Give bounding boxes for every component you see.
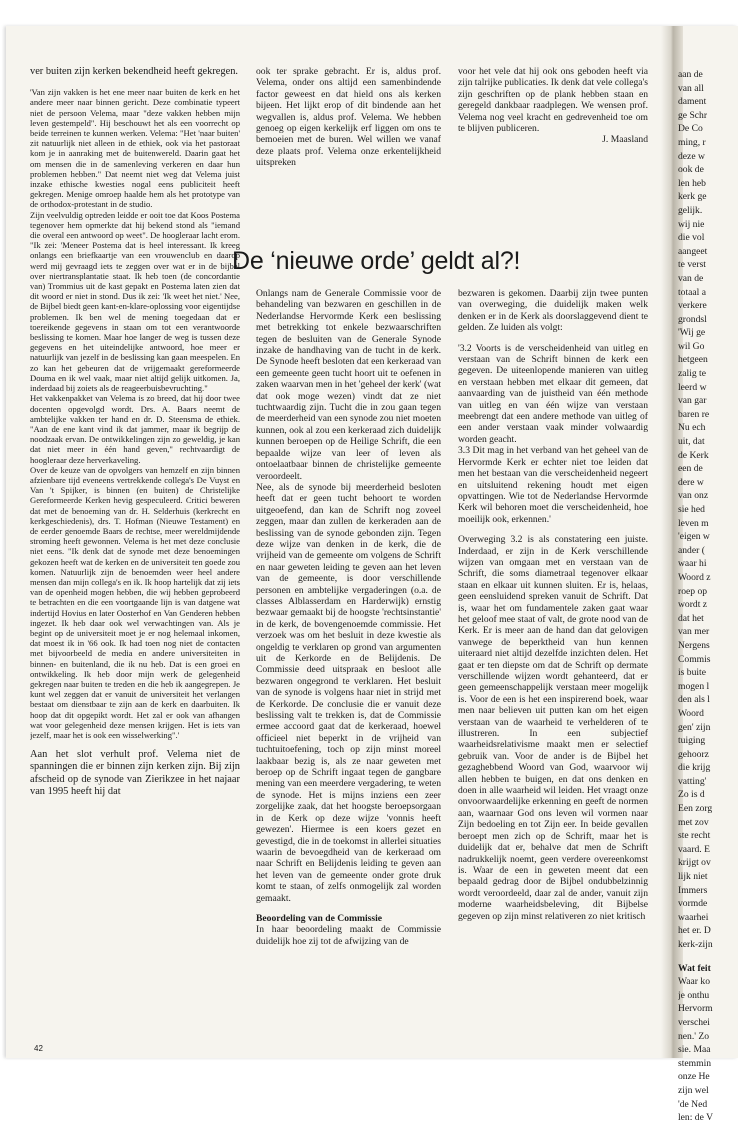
facing-page-line: grondsl	[678, 313, 707, 325]
facing-page-line: ste recht	[678, 830, 711, 842]
quote-paragraph: Zijn veelvuldig optreden leidde er ooit toe dat Koos Postema tegenover hem opmerkte dat hij bekend stond als "iemand die overal een antwoord op weet". De hoogleraar lacht erom. "Ik zei: 'Meneer Postema dat is heel interessant. Ik kreeg onlangs een briefkaartje van een vrouwenclub en daarop werd mij gevraagd iets te zeggen over wat er in de bijbel over niertransplantatie staat. Ik heb toen (de concordantie van) Trommius uit de kast gepakt en Postema laten zien dat dit woord er niet in stond. Dus ik zei: 'Ik weet het niet.' Nee, de Bijbel biedt geen kant-en-klare-oplossing voor eigentijdse problemen. Ik ben wel de mening toegedaan dat er toereikende gegevens in staan om tot een verantwoorde beslissing te komen. Maar hoe langer de weg is tussen deze gegevens en het uiteindelijke antwoord, hoe meer er natuurlijk van jezelf in de beslissing kan gaan meespelen. En zo kan het gebeuren dat de vrijgemaakt gereformeerde Douma en ik wel vaak, maar niet altijd gelijk uitkomen. Ja, inderdaad bij zoiets als de reageerbuisbevruchting."	[30, 209, 240, 394]
facing-page-line: lijk niet	[678, 871, 708, 883]
facing-page-line: van de	[678, 272, 704, 284]
facing-page-line: de Kerk	[678, 449, 709, 461]
quoted-consideration: 3.3 Dit mag in het verband van het geheel van de Hervormde Kerk er echter niet toe leiden dat men het bestaan van die verscheidenheid negeert en uitsluitend rekening houdt met eigen opvattingen. Wie tot de Nederlandse Hervormde Kerk wil behoren moet die verscheidenheid, hoe moeilijk ook, erkennen.'	[458, 445, 648, 525]
facing-page-fragments-after	[678, 975, 738, 1125]
facing-page-line: zijn wel	[678, 1084, 709, 1096]
facing-page-line: Nu ech	[678, 422, 706, 434]
facing-page-line: De Co	[678, 123, 703, 135]
facing-page-line: kerk-zijn	[678, 939, 713, 950]
facing-page-line: wil Go	[678, 340, 705, 352]
facing-page-line: van gar	[678, 395, 707, 407]
facing-page-line: een de	[678, 463, 703, 475]
facing-page-line: 'eigen w	[678, 531, 710, 543]
facing-page-line: len heb	[678, 177, 706, 189]
facing-page-line: ook de	[678, 164, 704, 176]
facing-page-line: van all	[678, 82, 704, 94]
facing-page-line: gelijk.	[678, 204, 703, 216]
facing-page-line: Hervorm	[678, 1003, 713, 1015]
column-3-top-text: voor het vele dat hij ook ons geboden heeft via zijn talrijke publicaties. Ik denk dat vele collega's zijn geschriften op de plank hebben staan en geregeld dankbaar raadplegen. We wensen prof. Velema nog veel kracht en gedrevenheid toe om te blijven publiceren.	[458, 66, 648, 135]
facing-page-line: len: de V	[678, 1112, 713, 1124]
column-2-top-text: ook ter sprake gebracht. Er is, aldus prof. Velema, onder ons altijd een samenbindende factor geweest en dat hield ons als kerken bijeen. Het lijkt erop of dit bindende aan het wegvallen is, aldus prof. Velema. We hebben genoeg op eigen kerkelijk erf liggen om ons te bemoeien met de buren. Wel willen we vanaf deze plaats prof. Velema onze erkentelijkheid uitspreken	[256, 66, 441, 169]
facing-page-line: Waar ko	[678, 976, 710, 988]
facing-page-line: aangeet	[678, 245, 708, 257]
facing-page-line: baren re	[678, 408, 710, 420]
facing-page-line: ming, r	[678, 136, 706, 148]
facing-page-line: leven m	[678, 517, 709, 529]
page-number: 42	[34, 1044, 43, 1053]
facing-page-line: verkere	[678, 300, 707, 312]
facing-page-line: dat het	[678, 612, 704, 624]
facing-page-line: dament	[678, 96, 707, 108]
facing-page-line: van onz	[678, 490, 709, 502]
column-1	[30, 66, 240, 1041]
column-2	[256, 288, 441, 1033]
facing-page-heading: Wat feit	[678, 962, 711, 974]
facing-page-line: krijgt ov	[678, 857, 711, 869]
facing-page-line: Nergens	[678, 639, 710, 651]
facing-page-line: Immers	[678, 884, 708, 896]
article-paragraph: Overweging 3.2 is als constatering een juiste. Inderdaad, er zijn in de Kerk verschillende wijzen van omgaan met en verstaan van de Schrift, die soms diametraal tegenover elkaar staan en elkaar uit kunnen sluiten. Er is, helaas, geen eensluidend spreken vanuit de Schrift. Dat is, waar het om fundamentele zaken gaat waar het geloof mee staat of valt, de grote nood van de Kerk. Er is meer aan de hand dan dat gelovigen vanwege de beperktheid van hun kennen uiteraard niet altijd dezelfde inzichten delen. Het gaat er ten diepste om dat de Schrift op dermate verschillende wijzen wordt gehanteerd, dat er geen gemeenschappelijk verstaan meer mogelijk is. Voor de een is het een inspirerend boek, waar men naar believen uit putten kan om het eigen verstaan van de waarheid te verhelderen of te illustreren. In een subjectief waarheidsrelativisme maakt men er selectief gebruik van. Voor de ander is de Bijbel het gezaghebbend Woord van God, waarvoor wij allen hebben te buigen, en dat ons denken en doen in alle waarheid wil leiden. Het vraagt onze onvoorwaardelijke erkenning en geeft de normen aan, waarnaar God ons leven wil vormen naar Zijn bedoeling en tot Zijn eer. In beide gevallen beroept men zich op de Schrift, maar het is duidelijk dat er, behalve dat men de Schrift nadrukkelijk noemt, geen verdere overeenkomst is. Waar de een in geweten meent dat een bepaald gedrag door de Bijbel ondubbelzinnig wordt veroordeeld, daar zal de ander, vanuit zijn moderne waarheidsbeleving, dit Bijbelse gegeven op zijn minst relativeren zo niet kritisch	[458, 534, 648, 922]
facing-page-line: Commis	[678, 653, 711, 665]
facing-page-line: het er. D	[678, 925, 711, 937]
facing-page-line: je onthu	[678, 989, 710, 1001]
facing-page-line: den als l	[678, 694, 710, 706]
facing-page-line: is buite	[678, 667, 706, 679]
facing-page-line: 'Wij ge	[678, 327, 706, 339]
column-1-lead: ver buiten zijn kerken bekendheid heeft gekregen.	[30, 66, 239, 77]
facing-page-line: sie hed	[678, 504, 705, 515]
facing-page-line: Een zorg	[678, 803, 713, 815]
facing-page-line: tuiging	[678, 735, 706, 747]
facing-page-line: aan de	[678, 69, 703, 80]
facing-page-line: vormde	[678, 898, 708, 910]
quoted-consideration: '3.2 Voorts is de verscheidenheid van uitleg en verstaan van de Schrift binnen de kerk een gegeven. De uiteenlopende manieren van uitleg en verstaan hebben met elkaar dit gemeen, dat aanvaarding van de juistheid van één methode van uitleg en van één wijze van verstaan meebrengt dat een andere methode van uitleg of een ander verstaan vaak minder volwaardig worden geacht.	[458, 342, 648, 445]
quote-paragraph: Het vakkenpakket van Velema is zo breed, dat hij door twee docenten opgevolgd wordt. Drs. A. Baars neemt de ambtelijke vakken ter hand en dr. D. Steensma de ethiek. "Aan de ene kant vind ik dat jammer, maar ik begrijp de noodzaak ervan. De ontwikkelingen zijn zo geweldig, je kan dat niet meer in één hand geven," rechtvaardigt de hoogleraar deze herverkaveling.	[30, 393, 240, 465]
section-subheading: Beoordeling van de Commissie	[256, 912, 383, 924]
facing-page-line: waarhei	[678, 911, 709, 923]
article-paragraph: In haar beoordeling maakt de Commissie duidelijk hoe zij tot de afwijzing van de	[256, 924, 441, 947]
facing-page-line: vatting'	[678, 775, 707, 787]
facing-page-line: wordt z	[678, 599, 708, 611]
article-headline: De ‘nieuwe orde’ geldt al?!	[232, 247, 521, 275]
facing-page-line: deze w	[678, 150, 705, 162]
facing-page-column	[678, 68, 738, 1125]
quote-paragraph: 'Van zijn vakken is het ene meer naar buiten de kerk en het andere meer naar binnen gericht. Deze combinatie typeert niet de persoon Velema, maar "deze vakken hebben mijn leven gestempeld". Hij beschouwt het als een voorrecht op beide terreinen te kunnen werken. Velema: "Het 'naar buiten' zit natuurlijk niet alleen in de ethiek, ook via het pastoraat kom je in aanraking met de buitenwereld. Daarin gaat het om mensen die in de samenleving verkeren en daar hun problemen hebben." Dat neemt niet weg dat Velema juist inzake ethische kwesties nogal eens publiciteit heeft gekregen. Menige omroep haalde hem als het prototype van de orthodox-protestant in de studio.	[30, 87, 240, 210]
facing-page-line: stemmin	[678, 1057, 712, 1069]
facing-page-line: uit, dat	[678, 436, 705, 448]
facing-page-line: kerk ge	[678, 191, 707, 203]
column-3-top	[458, 66, 648, 236]
facing-page-line: roep op	[678, 585, 708, 597]
quote-paragraph: Over de keuze van de opvolgers van hemzelf en zijn binnen afzienbare tijd eveneens vertrekkende collega's De Vuyst en Van 't Spijker, is binnen (en buiten) de Christelijke Gereformeerde Kerken hevig gespeculeerd. Critici beweren dat met de benoeming van dr. H. Selderhuis (kerkrecht en kerkgeschiedenis), drs. T. Hofman (Nieuwe Testament) en de eerder genoemde Baars de rechtse, meer wereldmijdende stroming heeft gewonnen. Velema is het met deze conclusie niet eens. "Ik denk dat de synode met deze benoemingen gekozen heeft wat de kerken en de universiteit ten goede zou komen. Natuurlijk zijn de benoemden weer heel andere mensen dan mijn collega's en ik. Ik hoop hartelijk dat zij iets van de openheid mogen hebben, die wij hebben geprobeerd te betrachten en die een voortgaande lijn is van datgene wat indertijd Hovius en later Oosterhof en Van Genderen hebben ingezet. Ik heb daar ook wel verwachtingen van. Als je begint op de universiteit moet je er nog helemaal inkomen, dat moest ik in '66 ook. Ik had toen nog niet de contacten met bijvoorbeeld de media en andere universiteiten in binnen- en buitenland, die ik nu heb. Dat is een groei en ontwikkeling. Ik heb door mijn werk de gelegenheid gekregen naar buiten te treden en die heb ik aangegrepen. Je kunt wel zeggen dat er vanuit de universiteit het verlangen bestaat om dienstbaar te zijn aan de kerk en daarbuiten. Ik hoop dat dit opgepikt wordt. Het zal er ook van afhangen wat voor gelegenheid deze mensen krijgen. Het is iets van jezelf, maar het is ook een wisselwerking".'	[30, 464, 240, 740]
column-3	[458, 288, 648, 1033]
facing-page-line: waar hi	[678, 558, 707, 570]
facing-page-line: gehoorz	[678, 748, 709, 760]
facing-page-line: vaard. E	[678, 843, 710, 855]
facing-page-line: onze He	[678, 1071, 710, 1083]
facing-page-line: mogen l	[678, 680, 710, 692]
facing-page-line: leerd w	[678, 381, 707, 393]
facing-page-line: sie. Maa	[678, 1044, 711, 1056]
closing-paragraph: Aan het slot verhult prof. Velema niet de spanningen die er binnen zijn kerken zijn. Bij zijn afscheid op de synode van Zierikzee in het najaar van 1995 heeft hij dat	[30, 749, 240, 797]
facing-page-line: gen' zijn	[678, 721, 711, 733]
article-paragraph: bezwaren is gekomen. Daarbij zijn twee punten van overweging, die duidelijk maken welk denken er in de Kerk als doorslaggevend dient te gelden. Ze luiden als volgt:	[458, 288, 648, 334]
facing-page-line: verschei	[678, 1016, 710, 1028]
article-paragraph: Nee, als de synode bij meerderheid besloten heeft dat er geen tucht behoort te worden uitgeoefend, dan kan de Schrift nog zoveel zeggen, maar dan zullen de kerkeraden aan de beslissing van de synode gebonden zijn. Tegen deze wijze van denken in de kerk, die de vrijheid van de gemeente om volgens de Schrift en naar geweten leiding te geven aan het leven van de gemeente, is door verschillende personen en ambtelijke vergaderingen (o.a. de classes Alblasserdam en Harderwijk) ernstig bezwaar gemaakt bij de hoogste 'rechtsinstantie' in de kerk, de bovengenoemde commissie. Het verzoek was om het besluit in deze kwestie als ongeldig te verklaren op grond van argumenten uit de Kerkorde en de Belijdenis. De Commissie deed uitspraak en besloot alle bezwaren ongegrond te verklaren. Het besluit van de synode is volgens haar niet in strijd met de Kerkorde. De conclusie die er vanuit deze beslissing valt te trekken is, dat de Commissie ermee accoord gaat dat de kerkeraad, hoewel officieel niet beperkt in de vrijheid van tuchtuitoefening, toch op zijn minst moreel laakbaar bezig is, als ze naar geweten met beroep op de Schrift ingaat tegen de gangbare mening van een meerdere vergadering, te weten de synode. Het is mijns inziens een zeer zorgelijke zaak, dat het hoogste beroepsorgaan in de Kerk op deze wijze 'vonnis heeft gewezen'. Hiermee is een koers gezet en gevestigd, die in de toekomst in allerlei situaties waarin de bevoegdheid van de kerkeraad om naar Schrift en Belijdenis leiding te geven aan het leven van de gemeente onder grote druk komt te staan, of zelfs onmogelijk zal worden gemaakt.	[256, 481, 441, 904]
magazine-page	[6, 26, 738, 1058]
facing-page-line: die krijg	[678, 762, 711, 774]
facing-page-line: Woord	[678, 707, 704, 719]
facing-page-line: nen.' Zo	[678, 1030, 710, 1042]
facing-page-line: die vol	[678, 232, 705, 244]
column-2-top	[256, 66, 441, 206]
facing-page-line: dere w	[678, 476, 704, 488]
facing-page-line: wij nie	[678, 218, 705, 230]
facing-page-fragments	[678, 68, 738, 952]
facing-page-line: Zo is d	[678, 789, 705, 801]
facing-page-line: hetgeen	[678, 354, 708, 366]
article-paragraph: Onlangs nam de Generale Commissie voor de behandeling van bezwaren en geschillen in de Nederlandse Hervormde Kerk een beslissing met betrekking tot enkele bezwaarschriften tegen de besluiten van de Generale Synode inzake de handhaving van de tucht in de kerk. De Synode heeft besloten dat een kerkeraad van een gemeente geen tucht hoort uit te oefenen in zaken waarvan men in het 'geheel der kerk' (wat dat ook moge wezen) vindt dat ze niet tuchtwaardig zijn. Tucht die in zou gaan tegen de meerderheid van een synode zou niet moeten kunnen, ook al zou een kerkeraad zich duidelijk kunnen beroepen op de Heilige Schrift, die een bepaalde wijze van leer of leven als ontoelaatbaar binnen de christelijke gemeente veroordeelt.	[256, 288, 441, 482]
facing-page-line: Woord z	[678, 571, 711, 583]
facing-page-line: 'de Ned	[678, 1098, 708, 1110]
facing-page-line: ge Schr	[678, 109, 708, 121]
facing-page-line: met zov	[678, 816, 709, 828]
facing-page-line: van mer	[678, 626, 710, 638]
author-signature: J. Maasland	[602, 134, 648, 146]
facing-page-line: te verst	[678, 259, 706, 271]
facing-page-line: ander (	[678, 544, 705, 556]
facing-page-line: totaal a	[678, 286, 706, 298]
facing-page-line: zalig te	[678, 368, 706, 380]
